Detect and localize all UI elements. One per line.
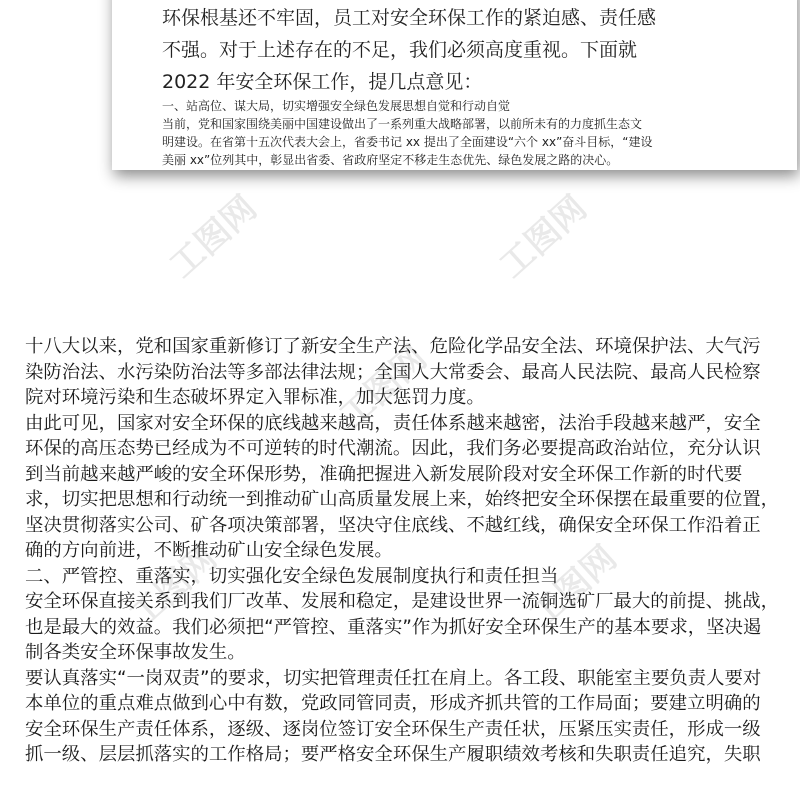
paragraph-line: 环保的高压态势已经成为不可逆转的时代潮流。因此，我们务必要提高政治站位，充分认识 bbox=[25, 438, 761, 459]
paragraph-line: 院对环境污染和生态破坏界定入罪标准，加大惩罚力度。 bbox=[25, 387, 485, 408]
watermark: 工图网 bbox=[122, 538, 225, 637]
document-preview-card bbox=[112, 0, 797, 170]
paragraph-line: 制各类安全环保事故发生。 bbox=[25, 642, 246, 663]
card-text-line: 环保根基还不牢固，员工对安全环保工作的紧迫感、责任感 bbox=[162, 7, 657, 29]
paragraph-line: 坚决贯彻落实公司、矿各项决策部署，坚决守住底线、不越红线，确保安全环保工作沿着正 bbox=[25, 514, 761, 536]
section-heading: 二、严管控、重落实，切实强化安全绿色发展制度执行和责任担当 bbox=[25, 565, 559, 587]
paragraph-line: 由此可见，国家对安全环保的底线越来越高，责任体系越来越密，法治手段越来越严，安全 bbox=[25, 412, 761, 434]
paragraph-line: 确的方向前进，不断推动矿山安全绿色发展。 bbox=[25, 540, 393, 561]
paragraph-line: 安全环保直接关系到我们厂改革、发展和稳定，是建设世界一流铜选矿厂最大的前提、挑战， bbox=[25, 591, 780, 612]
card-small-line: 当前，党和国家围绕美丽中国建设做出了一系列重大战略部署，以前所未有的力度抓生态文 bbox=[162, 117, 643, 131]
paragraph-line: 十八大以来，党和国家重新修订了新安全生产法、危险化学品安全法、环境保护法、大气污 bbox=[25, 336, 761, 357]
card-section-heading: 一、站高位、谋大局，切实增强安全绿色发展思想自觉和行动自觉 bbox=[162, 99, 511, 113]
paragraph-line: 抓一级、层层抓落实的工作格局；要严格安全环保生产履职绩效考核和失职责任追究，失职 bbox=[25, 744, 761, 765]
paragraph-line: 求，切实把思想和行动统一到推动矿山高质量发展上来，始终把安全环保摆在最重要的位置， bbox=[25, 489, 780, 510]
card-text-line: 不强。对于上述存在的不足，我们必须高度重视。下面就 bbox=[162, 39, 638, 61]
paragraph-line: 本单位的重点难点做到心中有数，党政同管同责，形成齐抓共管的工作局面；要建立明确的 bbox=[25, 693, 761, 714]
paragraph-line: 到当前越来越严峻的安全环保形势，准确把握进入新发展阶段对安全环保工作新的时代要 bbox=[25, 463, 743, 485]
paragraph-line: 也是最大的效益。我们必须把“严管控、重落实”作为抓好安全环保生产的基本要求，坚决遏 bbox=[25, 616, 762, 638]
card-text-line: 2022 年安全环保工作，提几点意见： bbox=[162, 71, 483, 93]
document-body bbox=[25, 334, 785, 768]
watermark: 工图网 bbox=[162, 188, 265, 287]
watermark: 工图网 bbox=[492, 188, 595, 287]
paragraph-line: 安全环保生产责任体系，逐级、逐岗位签订安全环保生产责任状，压紧压实责任，形成一级 bbox=[25, 718, 761, 740]
paragraph-line: 要认真落实“一岗双责”的要求，切实把管理责任扛在肩上。各工段、职能室主要负责人要对 bbox=[25, 667, 762, 689]
card-small-line: 明建设。在省第十五次代表大会上，省委书记 xx 提出了全面建设“六个 xx”奋斗目标，“建设 bbox=[162, 135, 653, 149]
card-small-line: 美丽 xx”位列其中，彰显出省委、省政府坚定不移走生态优先、绿色发展之路的决心。 bbox=[162, 153, 619, 167]
watermark: 工图网 bbox=[332, 338, 435, 437]
paragraph-line: 染防治法、水污染防治法等多部法律法规；全国人大常委会、最高人民法院、最高人民检察 bbox=[25, 361, 761, 383]
watermark: 工图网 bbox=[522, 538, 625, 637]
